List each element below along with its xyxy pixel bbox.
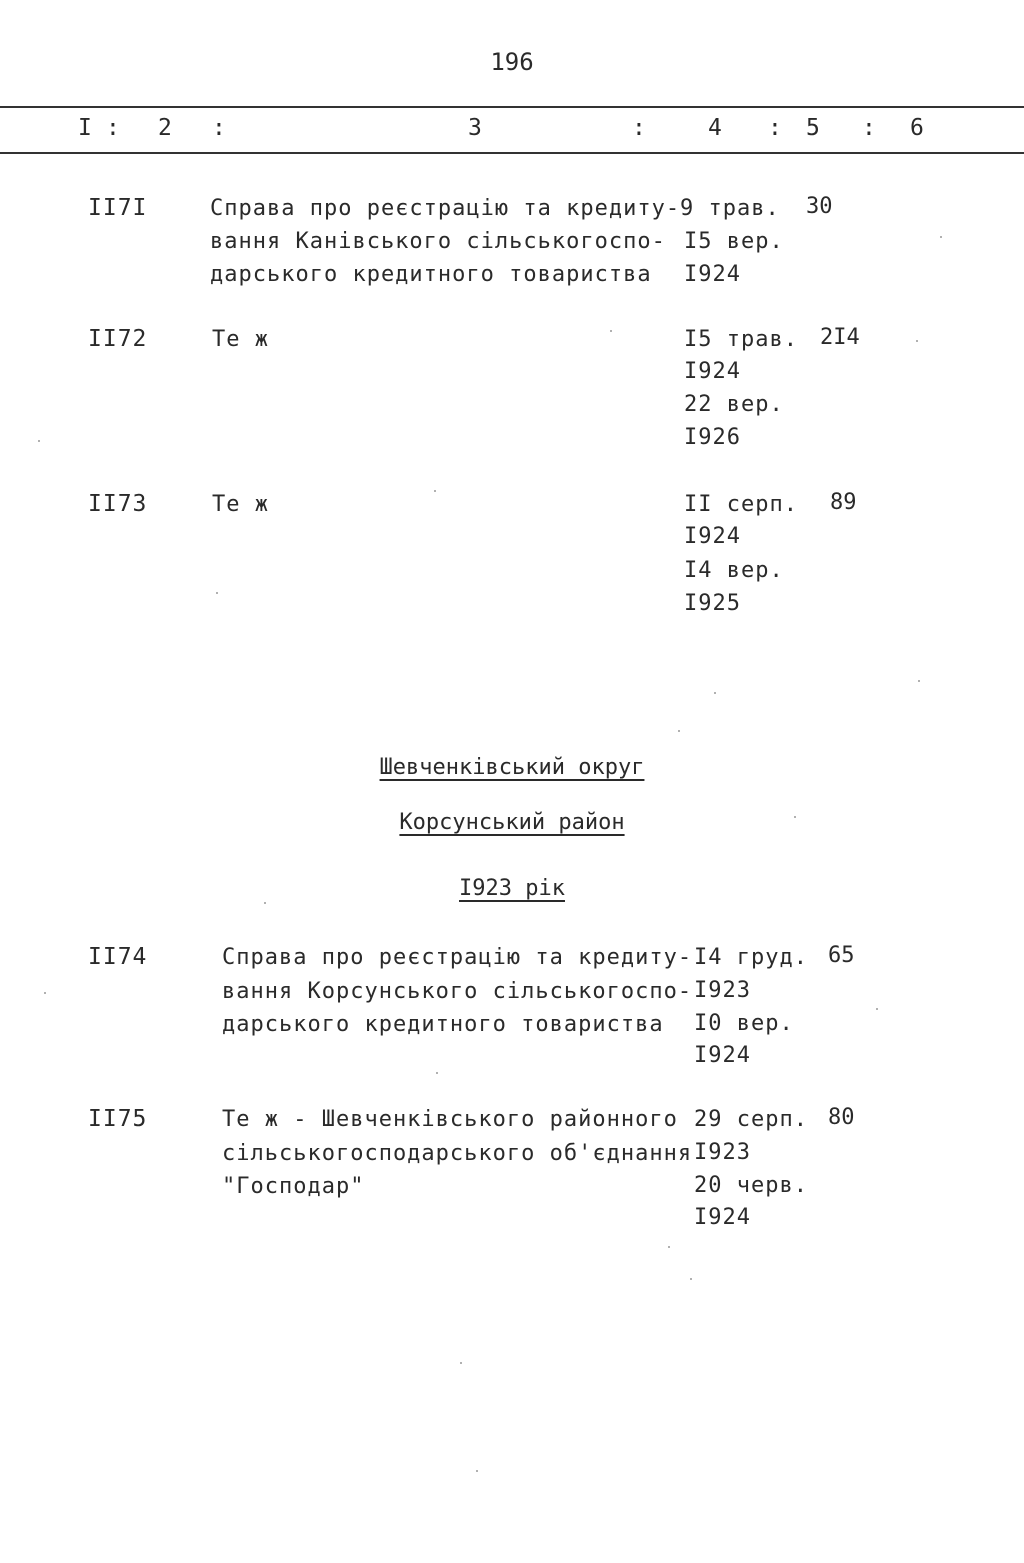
entry-description-line: дарського кредитного товариства — [222, 1012, 664, 1037]
page-number: 196 — [490, 48, 534, 76]
entry-number: II74 — [88, 944, 148, 970]
entry-date-line: I926 — [684, 425, 741, 450]
column-header-6: 6 — [910, 115, 925, 141]
column-header-1: I — [78, 115, 93, 141]
entry-description-line: Те ж - Шевченківського районного — [222, 1107, 678, 1132]
entry-date-line: I923 — [694, 1140, 751, 1165]
entry-number: II72 — [88, 326, 148, 352]
section-year-heading: I923 рік — [459, 876, 565, 901]
entry-description-line: Те ж — [212, 327, 269, 352]
entry-date-line: II серп. — [684, 492, 798, 517]
entry-description-line: дарського кредитного товариства — [210, 262, 652, 287]
entry-date-line: 22 вер. — [684, 392, 784, 417]
column-header-5: 5 — [806, 115, 821, 141]
column-separator: : — [768, 115, 783, 141]
column-separator: : — [862, 115, 877, 141]
entry-description-line: Справа про реєстрацію та кредиту- — [210, 196, 681, 221]
section-raion-heading: Корсунський район — [399, 810, 625, 835]
entry-description-line: вання Канівського сільськогоспо- — [210, 229, 666, 254]
entry-date-line: I0 вер. — [694, 1011, 794, 1036]
entry-page-count: 89 — [830, 490, 857, 515]
entry-page-count: 65 — [828, 943, 855, 968]
entry-page-count: 80 — [828, 1105, 855, 1130]
column-separator: : — [106, 115, 121, 141]
entry-date-line: I924 — [694, 1043, 751, 1068]
entry-date-line: I4 груд. — [694, 945, 808, 970]
entry-date-line: I925 — [684, 591, 741, 616]
column-header-4: 4 — [708, 115, 723, 141]
entry-description-line: Справа про реєстрацію та кредиту- — [222, 945, 693, 970]
entry-number: II7I — [88, 195, 148, 221]
header-top-rule — [0, 106, 1024, 108]
entry-date-line: I923 — [694, 978, 751, 1003]
entry-date-line: I5 трав. — [684, 327, 798, 352]
entry-date-line: I924 — [684, 359, 741, 384]
entry-date-line: I924 — [684, 524, 741, 549]
entry-date-line: 9 трав. — [680, 196, 780, 221]
entry-number: II75 — [88, 1106, 148, 1132]
entry-number: II73 — [88, 491, 148, 517]
entry-date-line: 29 серп. — [694, 1107, 808, 1132]
column-separator: : — [212, 115, 227, 141]
header-bottom-rule — [0, 152, 1024, 154]
column-separator: : — [632, 115, 647, 141]
entry-date-line: I4 вер. — [684, 558, 784, 583]
column-header-2: 2 — [158, 115, 173, 141]
entry-description-line: вання Корсунського сільськогоспо- — [222, 979, 693, 1004]
entry-description-line: Те ж — [212, 492, 269, 517]
entry-page-count: 2I4 — [820, 325, 860, 350]
entry-description-line: сільськогосподарського об'єднання — [222, 1141, 693, 1166]
entry-page-count: 30 — [806, 194, 833, 219]
entry-date-line: I924 — [684, 262, 741, 287]
entry-date-line: I5 вер. — [684, 229, 784, 254]
entry-description-line: "Господар" — [222, 1174, 365, 1199]
section-district-heading: Шевченківський округ — [379, 755, 645, 780]
entry-date-line: 20 черв. — [694, 1173, 808, 1198]
entry-date-line: I924 — [694, 1205, 751, 1230]
column-header-3: 3 — [468, 115, 483, 141]
